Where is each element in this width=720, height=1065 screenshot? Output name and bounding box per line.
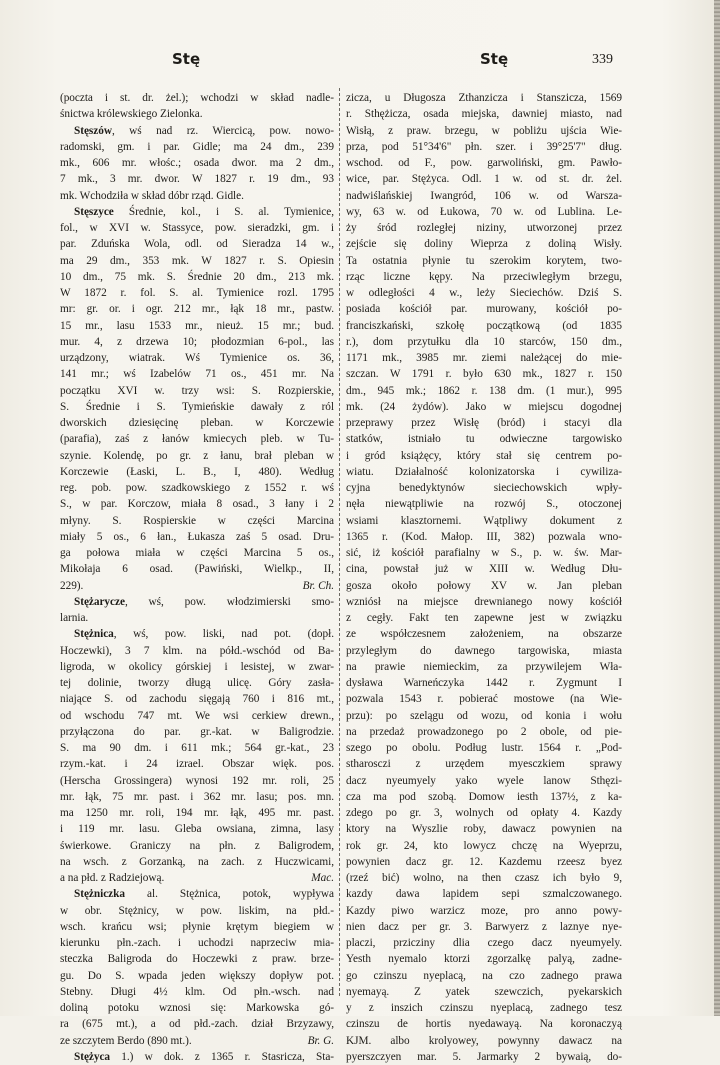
text-line: rok gr. 24, kto lowycz chczę na Wyeprzu, [346,839,622,852]
text-line: Hoczewki), 3 7 klm. na półd.-wschód od Ba- [60,644,334,657]
text-line: (rzeź bić) wolno, na then czasz ich było 9, [346,872,622,884]
text-line: W 1872 r. fol. S. al. Tymienice rozl. 1795 [60,287,334,299]
text-line: Stęszów, wś nad rz. Wiercicą, pow. nowo- [74,124,334,137]
text-line: mur. 4, z drzewa 10; płodozmian 6-pol., las [60,335,334,348]
text-line: ze współczesnem założeniem, na obszarze [346,628,622,641]
entry-headword: Stężnica [74,628,114,641]
text-line: larnia. [60,612,89,624]
text-line: zdego po gr. 3, wolnych od opłaty 4. Kazdy [346,807,622,819]
text-line: pyerszczyen mar. 5. Jarmarky 2 bywaią, do- [346,1050,622,1063]
text-line: Wisłą, z praw. brzegu, w pobliżu ujścia Wie- [346,124,622,137]
text-line: radomski, gm. i par. Gidle; ma 24 dm., 239 [60,140,334,153]
text-line: nadwiślańskiej Iwangród, 106 w. od Warsza- [346,189,622,202]
text-line: S. Średnie i S. Tymieńskie dawały z ról [60,400,334,413]
text-line: 1365 r. (Kod. Małop. III, 382) pozwala wno- [346,530,622,543]
text-line: miały 5 os., 6 łan., Łukasza zaś 5 osad. Dru- [60,530,334,543]
text-line: Korczewie (Łaski, L. B., I, 480). Według [60,465,334,478]
text-line: cyjna benedyktynów sieciechowskich wpły- [346,482,622,494]
text-line: (Herscha Grossingera) wynosi 192 mr. roli, 25 [60,774,334,787]
text-line: ra (675 mt.), a od płd.-zach. dział Brzyzawy, [60,1018,334,1031]
running-head-left: Stę [172,50,201,68]
text-line: rząc liczne kępy. Na przeciwległym brzegu, [346,270,622,283]
author-signature: Br. Ch. [302,579,334,592]
text-line: Ta ostatnia płynie tu szerokim korytem, two- [346,254,622,267]
text-line: 229). Br. Ch. [60,578,334,594]
text-line: ży śród rozległej niziny, utworzonej przez [346,222,622,234]
text-line: gu. Do S. wpada jeden większy dopływ pot. [60,969,334,982]
text-line: KJM. albo krolyowey, powynny dawacz na [346,1034,622,1047]
text-line: wzniósł na miejsce drewnianego nowy kościół [346,595,622,608]
text-line: na przedaż prowadzonego po 2 obole, od pie- [346,725,622,738]
text-line: ligroda, w okolicy górskiej i lesistej, w zwar- [60,660,334,673]
text-line: Kazdy piwo warzicz moze, pro anno powy- [346,904,622,917]
text-line: rzym.-kat. i 24 izrael. Obszar więk. pos. [60,758,334,771]
text-line: posiada kościół par. murowany, kościół po- [346,303,622,316]
text-line: go czinszu nyeplacą, na czo zadnego prawa [346,969,622,982]
text-line: placzi, przicziny dlia czego dacz nyeumyely. [346,937,622,949]
text-line: dm., 945 mk.; 1862 r. 138 dm. (1 mur.), 995 [346,384,622,397]
text-line: w obr. Stężnicy, w pow. liskim, na płd.- [60,904,334,917]
text-line: przyległym do dawnego targowiska, miasta [346,644,622,657]
text-line: szynie. Kolendę, po gr. z łanu, brał pleban w [60,449,334,462]
text-line: kierunku płn.-zach. i uchodzi naprzeciw mia- [60,937,334,949]
text-line: pozwala 1543 r. pobierać mostowe (na Wie- [346,693,622,706]
entry-headword: Stężniczka [74,888,125,901]
text-line: 141 mr.; wś Izabelów 71 os., 451 mr. Na [60,368,334,381]
text-line: zejście się doliny Wieprza z doliną Wisły. [346,238,622,251]
text-line: ma 1250 mr. roli, 194 mr. łąk, 495 mr. past. [60,807,334,819]
text-line: (poczta i st. dr. żel.); wchodzi w skład nadle- [60,92,334,104]
text-line: ma 29 dm., 353 mk. W 1827 r. S. Opiesin [60,254,334,267]
text-line: Stężarycze, wś, pow. włodzimierski smo- [74,595,334,608]
entry-headword: Stęszów [74,124,112,137]
text-line: przyłączona do par. gr.-kat. w Baligrodzie. [60,725,334,738]
text-line: w odległości 4 w., leży Sieciechów. Dziś S. [346,287,622,299]
text-line: dworskich dziesięcinę pleban. w Korczewie [60,417,334,429]
text-line: nęła niewątpliwie na rozwój S., otoczonej [346,498,622,511]
text-line: 1171 mk., 3985 mr. ziemi należącej do mie- [346,352,622,364]
text-line: zicza, u Długosza Zthanzicza i Stanszicza, 1569 [346,92,622,104]
text-line: steczka Baligroda do Hoczewki z praw. brze- [60,953,334,966]
author-signature: Mac. [311,872,334,884]
text-line: mr. łąk, 75 mr. past. i 362 mr. lasu; pos. mn. [60,790,334,803]
text-line: (parafia), zaś z łanów kmiecych pleb. w Tu- [60,433,334,446]
page-number: 339 [592,52,613,67]
text-line: Stężniczka al. Stężnica, potok, wypływa [74,888,334,901]
text-line: nien dacz per gr. 3. Barwyerz z laznye nye- [346,920,622,933]
text-line: wy, 63 w. od Łukowa, 70 w. od Lublina. Le- [346,205,622,218]
text-line: ga połowa miała w części Marcina 5 os., [60,547,334,559]
text-line: 10 dm., 75 mk. S. Średnie 20 dm., 213 mk. [60,270,334,283]
text-line: sić, iż kościół parafialny w S., p. w. św. Mar- [346,547,622,559]
text-line: mk. Wchodziła w skład dóbr rząd. Gidle. [60,189,244,202]
text-line: doliną potoku wznosi się: Markowska gó- [60,1002,334,1014]
text-line: S., w par. Korczow, miała 8 osad., 3 łany i 2 [60,498,334,511]
entry-headword: Stęszyce [74,205,114,218]
text-line: wiatu. Działalność kolonizatorska i cywiliza- [346,465,622,478]
text-line: mk., 606 mr. włośc.; osada dwor. ma 2 dm., [60,157,334,169]
text-line: świerkowe. Graniczy na płn. z Baligrodem, [60,839,334,852]
text-line: i 119 mr. lasu. Gleba owsiana, zimna, lasy [60,823,334,836]
entry-headword: Stężarycze [74,595,125,608]
column-divider [339,88,341,996]
text-line: statków, istniało tu odwieczne targowisko [346,433,622,446]
text-line: S. ma 90 dm. i 611 mk.; 564 gr.-kat., 23 [60,742,334,754]
text-line: szego po obolu. Podług lustr. 1564 r. „Pod- [346,742,622,754]
text-line: fol., w XVI w. Stassyce, pow. sieradzki, gm. i [60,222,334,234]
text-line: gosza około połowy XV w. Jan pleban [346,579,622,592]
text-line: i gród książęcy, który stał się centrem po- [346,449,622,462]
author-signature: Br. G. [307,1034,334,1047]
text-line: reg. pob. pow. szadkowskiego z 1552 r. wś [60,482,334,494]
text-line: 15 mr., lasu 1533 mr., nieuż. 15 mr.; bud. [60,319,334,332]
text-line: r. Sthężicza, osada miejska, dawniej miasto, nad [346,108,622,121]
text-line: dacz nyeumyely yako wyele lanow Sthęzi- [346,774,622,787]
text-line: wsiami klasztornemi. Wątpliwy dokument z [346,514,622,527]
page-edge [714,0,720,1016]
text-line: od wschodu 747 mt. We wsi cerkiew drewn., [60,709,334,722]
text-line: tej dolinie, tworzy długą ulicę. Góry zasła- [60,677,334,689]
text-line: niające S. od zachodu sięgają 760 i 816 mt., [60,693,334,706]
text-line: a na płd. z Radziejową. Mac. [60,870,334,886]
text-line: Stęszyce Średnie, kol., i S. al. Tymienice, [74,205,334,218]
text-line: początku XVI w. trzy wsi: S. Rozpierskie, [60,384,334,397]
right-column [346,90,622,1063]
text-line: przu): po szelągu od wozu, od konia i wołu [346,709,622,722]
text-line: Yesth nyemalo ktorzi zgorzalkę palyą, zadne- [346,953,622,966]
text-line: prza, pod 51°34'6" płn. szer. i 39°25'7" dług. [346,140,622,153]
text-line: wschod. od F., pow. garwoliński, gm. Pawło- [346,157,622,169]
text-line: cza ma pod szobą. Domow iesth 137½, z ka- [346,790,622,803]
text-line: na wsch. z Gorzanką, na zach. z Huczwicami, [60,855,334,868]
text-line: śnictwa królewskiego Zielonka. [60,108,203,121]
text-line: mk. (24 żydów). Jako w miejscu dogodnej [346,400,622,413]
text-line: nyemayą. Z yatek szewczich, pyekarskich [346,985,622,998]
text-line: franciszkański, szkołę początkową (od 1835 [346,319,622,332]
text-line: wice, par. Stężyca. Odl. 1 w. od st. dr. żel. [346,173,622,186]
text-line: dysława Warneńczyka 1442 r. Zygmunt I [346,677,622,689]
left-column [60,90,334,1063]
running-head-right: Stę [480,50,509,68]
text-line: y z inszich czinszu nyeplacą, zadnego tesz [346,1002,622,1014]
text-line: ze szczytem Berdo (890 mt.). Br. G. [60,1033,334,1049]
text-line: ktory na Wyszlie roby, dawacz powynien na [346,823,622,836]
page-header [0,50,720,74]
text-line: wsch. krańcu wsi; płynie krętym biegiem w [60,920,334,933]
text-line: powynien dacz gr. 12. Kazdemu rzeesz byez [346,855,622,868]
text-line: par. Zduńska Wola, odl. od Sieradza 14 w., [60,238,334,251]
text-line: kazdy dawa lapidem sepi szmalczowanego. [346,888,622,901]
text-line: Mikołaja 6 osad. (Pawiński, Wielkp., II, [60,563,334,576]
text-line: 7 mk., 3 mr. dwor. W 1827 r. 19 dm., 93 [60,173,334,186]
text-line: urządzony, wiatrak. Wś Tymienice os. 36, [60,352,334,364]
text-line: przeprawy przez Wisłę (bród) i stacyi dla [346,417,622,429]
entry-headword: Stężyca [74,1050,111,1063]
text-line: Stężyca 1.) w dok. z 1365 r. Stasricza, Sta- [74,1050,334,1063]
text-line: czinszu de hortis nyedawayą. Na koronaczyą [346,1018,622,1031]
text-line: z cegły. Fakt ten zapewne jest w związku [346,612,622,624]
text-line: Stężnica, wś, pow. liski, nad pot. (dopł. [74,628,334,641]
text-line: młyny. S. Rospierskie w części Marcina [60,514,334,527]
text-line: szczan. W 1791 r. było 630 mk., 1827 r. 150 [346,368,622,381]
text-line: mr: gr. or. i ogr. 212 mr., łąk 18 mr., pastw. [60,303,334,316]
text-line: na prawie niemieckim, za przywilejem Wła- [346,660,622,673]
text-line: r.), dom przytułku dla 10 starców, 150 dm., [346,335,622,348]
text-line: Stebny. Długi 4½ klm. Od płn.-wsch. nad [60,985,334,998]
text-line: cina, powstał już w XIII w. Według Dłu- [346,563,622,576]
text-line: stharosczi z urzędem myesczkiem sprawy [346,758,622,771]
